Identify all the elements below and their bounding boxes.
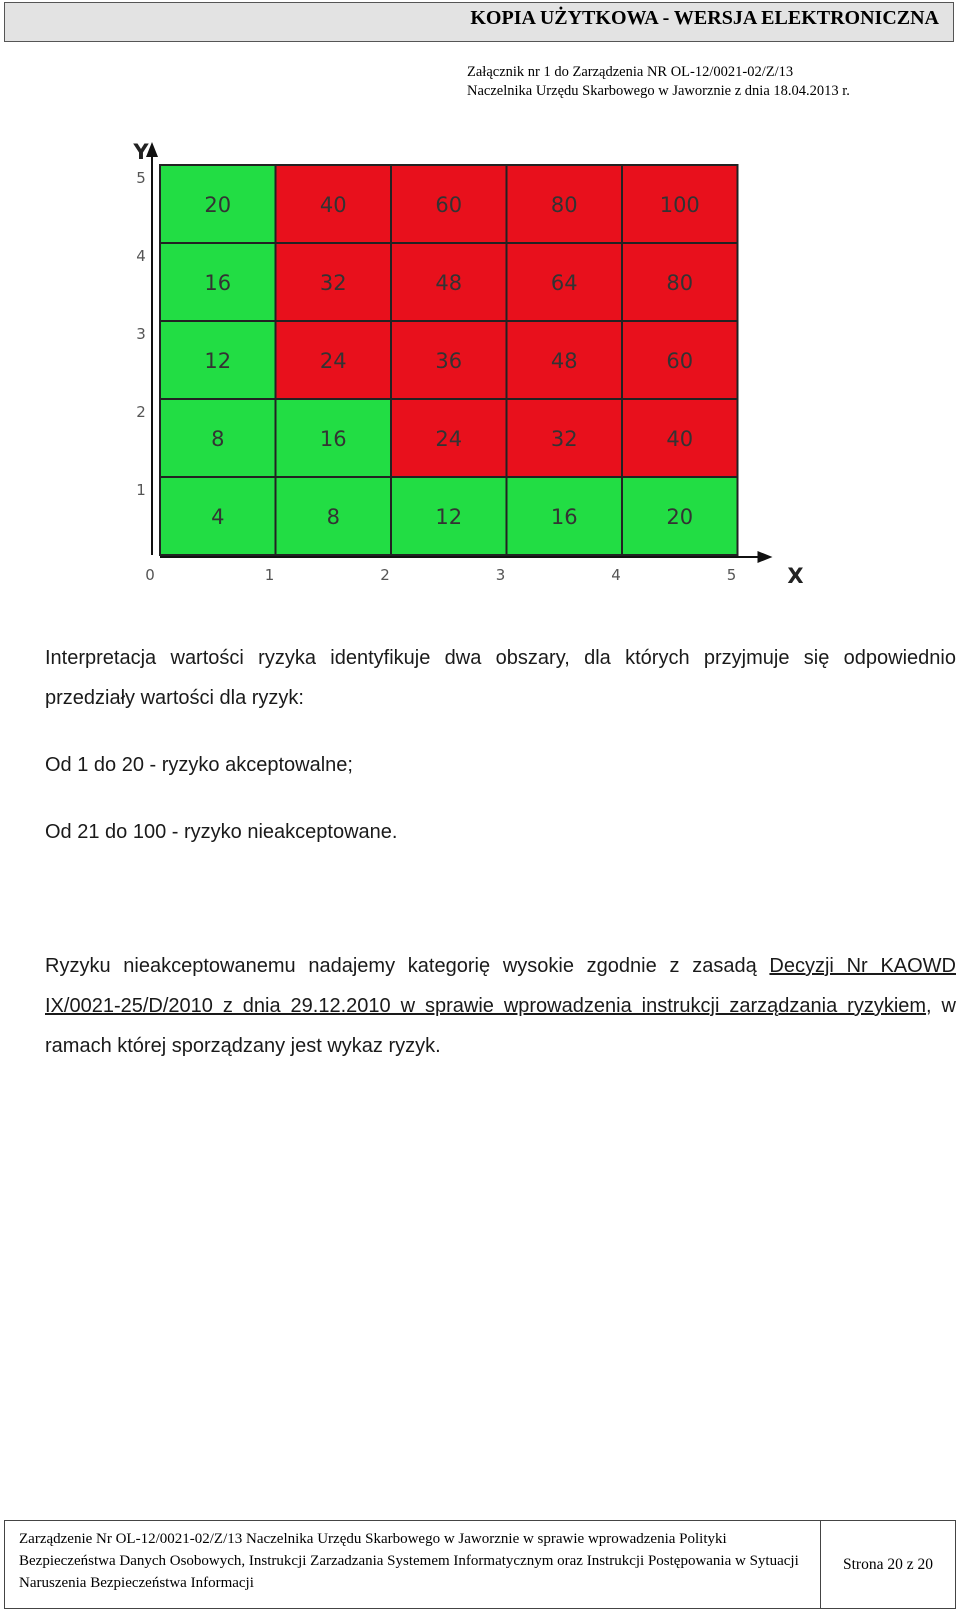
matrix-cell-value: 4	[211, 505, 225, 529]
matrix-cell-value: 20	[666, 505, 694, 529]
matrix-cell-value: 12	[435, 505, 463, 529]
matrix-cell-value: 32	[550, 427, 578, 451]
matrix-cell-value: 16	[204, 271, 232, 295]
matrix-cell-value: 24	[319, 349, 347, 373]
matrix-cell-value: 8	[211, 427, 225, 451]
x-axis-arrow	[758, 551, 773, 563]
x-axis-label: X	[787, 564, 804, 588]
x-tick-label: 1	[264, 566, 275, 584]
footer-description: Zarządzenie Nr OL-12/0021-02/Z/13 Naczelnika Urzędu Skarbowego w Jaworznie w sprawie wprowadzenia Polityki Bezpieczeństwa Danych Osobowych, Instrukcji Zarzadzania Systemem Informatycznym oraz Instrukcji Postępowania w Sytuacji Naruszenia Bezpieczeństwa Informacji	[5, 1521, 821, 1608]
y-tick-label: 2	[136, 403, 146, 421]
range-acceptable: Od 1 do 20 - ryzyko akceptowalne;	[45, 754, 353, 776]
range-unacceptable: Od 21 do 100 - ryzyko nieakceptowane.	[45, 821, 398, 843]
matrix-cell-value: 60	[435, 193, 463, 217]
matrix-cell-value: 48	[435, 271, 463, 295]
x-tick-label: 0	[145, 566, 155, 584]
copy-banner	[4, 2, 954, 42]
matrix-cell-value: 40	[666, 427, 694, 451]
annex-line-2: Naczelnika Urzędu Skarbowego w Jaworznie z dnia 18.04.2013 r.	[467, 83, 850, 99]
y-tick-label: 4	[136, 247, 146, 265]
matrix-cell-value: 16	[550, 505, 578, 529]
matrix-cell-value: 16	[319, 427, 347, 451]
matrix-cell-value: 8	[326, 505, 340, 529]
x-tick-label: 4	[611, 566, 621, 584]
category-tail: , w ramach której sporządzany jest wykaz ryzyk.	[45, 995, 956, 1057]
annex-reference	[467, 63, 850, 101]
x-tick-label: 3	[495, 566, 506, 584]
matrix-cell-value: 48	[550, 349, 578, 373]
interpretation-paragraph: Interpretacja wartości ryzyka identyfikuje dwa obszary, dla których przyjmuje się odpowiednio przedziały wartości dla ryzyk:	[45, 647, 956, 709]
x-tick-label: 5	[726, 566, 737, 584]
matrix-cell-value: 60	[666, 349, 694, 373]
matrix-cell-value: 80	[550, 193, 578, 217]
risk-matrix-chart	[130, 140, 820, 590]
page-number: Strona 20 z 20	[843, 1555, 933, 1573]
matrix-cell-value: 32	[319, 271, 347, 295]
matrix-cell-value: 100	[659, 193, 700, 217]
annex-line-1: Załącznik nr 1 do Zarządzenia NR OL-12/0021-02/Z/13	[467, 64, 794, 80]
matrix-cell-value: 80	[666, 271, 694, 295]
decision-link[interactable]: Decyzji Nr KAOWD IX/0021-25/D/2010 z dnia 29.12.2010 w sprawie wprowadzenia instrukcji zarządzania ryzykiem	[45, 955, 956, 1017]
matrix-cell-value: 40	[319, 193, 347, 217]
matrix-cell-value: 24	[435, 427, 463, 451]
page-footer	[4, 1520, 956, 1609]
matrix-cell-value: 36	[435, 349, 463, 373]
category-text: Ryzyku nieakceptowanemu nadajemy kategorię wysokie zgodnie z zasadą	[45, 955, 770, 977]
banner-text: KOPIA UŻYTKOWA - WERSJA ELEKTRONICZNA	[470, 7, 939, 29]
category-paragraph	[45, 946, 956, 1066]
y-tick-label: 1	[136, 481, 146, 499]
matrix-cell-value: 12	[204, 349, 232, 373]
y-axis-label: Y	[133, 140, 149, 164]
y-tick-label: 3	[136, 325, 146, 343]
x-tick-label: 2	[380, 566, 390, 584]
y-tick-label: 5	[136, 169, 146, 187]
matrix-cell-value: 20	[204, 193, 232, 217]
matrix-cell-value: 64	[550, 271, 578, 295]
